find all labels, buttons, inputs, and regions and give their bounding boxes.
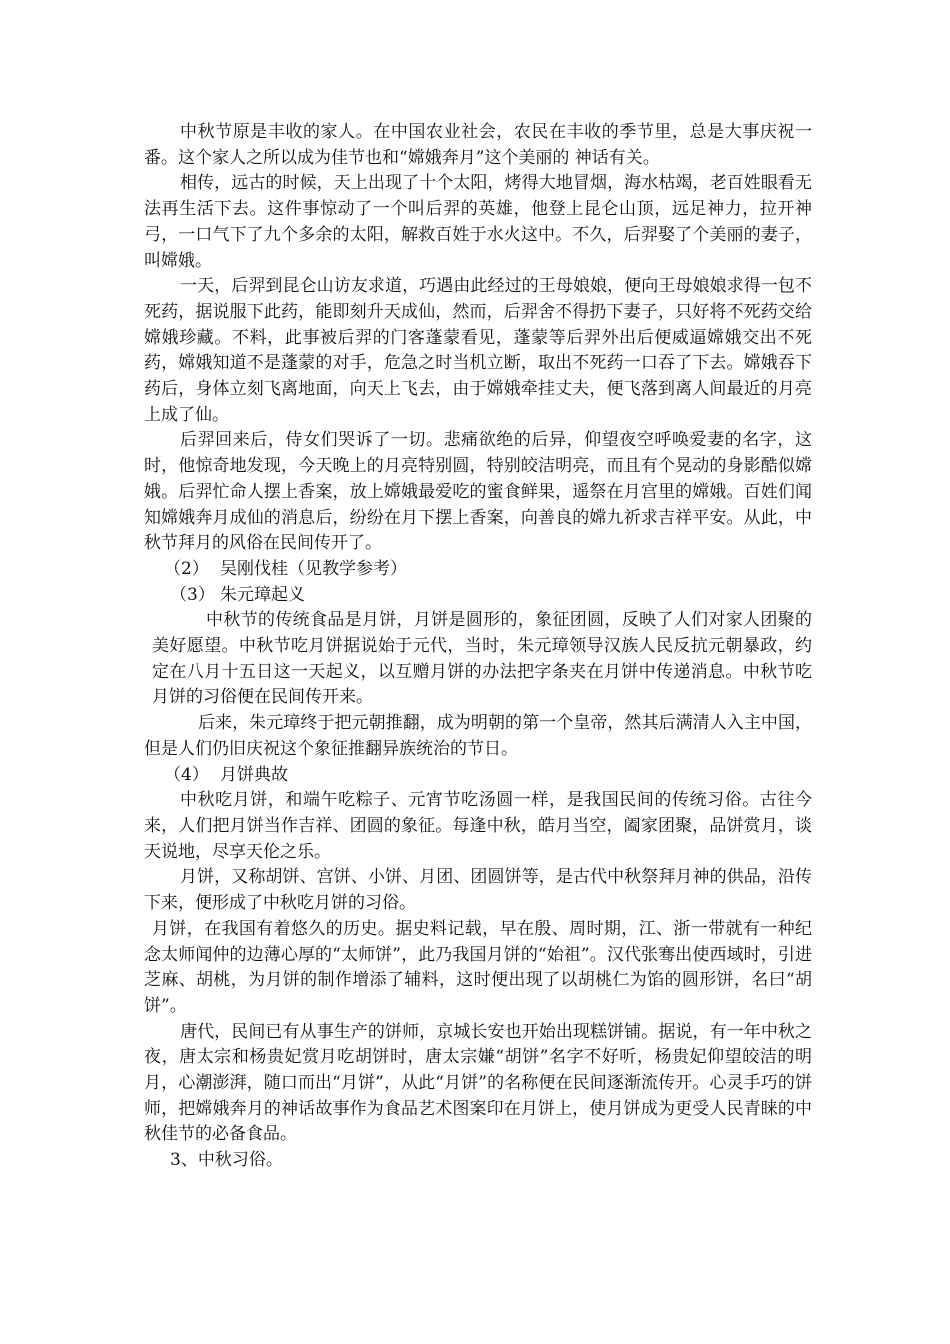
paragraph-mooncake-uprising: 中秋节的传统食品是月饼，月饼是圆形的，象征团圆，反映了人们对家人团聚的美好愿望。中秋节吃月饼据说始于元代，当时，朱元璋领导汉族人民反抗元朝暴政，约定在八月十五日这一天起义，以互赠月饼的办法把字条夹在月饼中传递消息。中秋节吃月饼的习俗便在民间传开来。 — [152, 610, 812, 708]
paragraph-houyi-legend: 相传，远古的时候，天上出现了十个太阳，烤得大地冒烟，海水枯竭，老百姓眼看无法再生活下去。这件事惊动了一个叫后羿的英雄，他登上昆仑山顶，远足神力，拉开神弓，一口气下了九个多余的太阳，解救百姓于水火这中。不久，后羿娶了个美丽的妻子，叫嫦娥。 — [144, 173, 812, 271]
heading-number: （2） — [164, 558, 209, 579]
paragraph-ming-dynasty: 后来，朱元璋终于把元朝推翻，成为明朝的第一个皇帝，然其后满清人入主中国，但是人们仍旧庆祝这个象征推翻异族统治的节日。 — [144, 713, 812, 759]
paragraph-mooncake-history: 月饼，在我国有着悠久的历史。据史料记载，早在殷、周时期，江、浙一带就有一种纪念太师闻仲的边薄心厚的“太师饼”，此乃我国月饼的“始祖”。汉代张骞出使西域时，引进芝麻、胡桃，为月饼的制作增添了辅料，这时便出现了以胡桃仁为馅的圆形饼，名曰“胡饼”。 — [144, 918, 812, 1016]
heading-zhu-yuanzhang — [144, 583, 812, 609]
paragraph-elixir: 一天，后羿到昆仑山访友求道，巧遇由此经过的王母娘娘，便向王母娘娘求得一包不死药，据说服下此药，能即刻升天成仙，然而，后羿舍不得扔下妻子，只好将不死药交给嫦娥珍藏。不料，此事被后羿的门客蓬蒙看见，蓬蒙等后羿外出后便威逼嫦娥交出不死药，嫦娥知道不是蓬蒙的对手，危急之时当机立断，取出不死药一口吞了下去。嫦娥吞下药后，身体立刻飞离地面，向天上飞去，由于嫦娥牵挂丈夫，便飞落到离人间最近的月亮上成了仙。 — [144, 276, 812, 425]
heading-title: 朱元璋起义 — [220, 584, 305, 605]
heading-title: 吴刚伐桂（见教学参考） — [220, 558, 407, 579]
paragraph-mooncake-custom: 中秋吃月饼，和端午吃粽子、元宵节吃汤圆一样，是我国民间的传统习俗。古往今来，人们把月饼当作吉祥、团圆的象征。每逢中秋，皓月当空，阖家团聚，品饼赏月，谈天说地，尽享天伦之乐。 — [144, 790, 812, 862]
document-body — [144, 120, 812, 1174]
heading-title: 月饼典故 — [220, 764, 288, 785]
paragraph-tang-dynasty: 唐代，民间已有从事生产的饼师，京城长安也开始出现糕饼铺。据说，有一年中秋之夜，唐太宗和杨贵妃赏月吃胡饼时，唐太宗嫌“胡饼”名字不好听，杨贵妃仰望皎洁的明月，心潮澎湃，随口而出“月饼”，从此“月饼”的名称便在民间逐渐流传开。心灵手巧的饼师，把嫦娥奔月的神话故事作为食品艺术图案印在月饼上，使月饼成为更受人民青睐的中秋佳节的必备食品。 — [144, 1021, 812, 1145]
paragraph-harvest: 中秋节原是丰收的家人。在中国农业社会，农民在丰收的季节里，总是大事庆祝一番。这个家人之所以成为佳节也和“嫦娥奔月”这个美丽的 神话有关。 — [144, 122, 812, 168]
heading-number: （4） — [164, 764, 209, 785]
heading-mooncake-story — [144, 763, 812, 789]
paragraph-moon-worship: 后羿回来后，侍女们哭诉了一切。悲痛欲绝的后异，仰望夜空呼唤爱妻的名字，这时，他惊奇地发现，今天晚上的月亮特别圆，特别皎洁明亮，而且有个晃动的身影酷似嫦娥。后羿忙命人摆上香案，放上嫦娥最爱吃的蜜食鲜果，遥祭在月宫里的嫦娥。百姓们闻知嫦娥奔月成仙的消息后，纷纷在月下摆上香案，向善良的嫦九祈求吉祥平安。从此，中秋节拜月的风俗在民间传开了。 — [144, 430, 812, 554]
paragraph-mooncake-names: 月饼，又称胡饼、宫饼、小饼、月团、团圆饼等，是古代中秋祭拜月神的供品，沿传下来，便形成了中秋吃月饼的习俗。 — [144, 867, 812, 914]
heading-number: （3） — [170, 584, 215, 605]
section-heading-customs: 3、中秋习俗。 — [170, 1150, 283, 1171]
heading-wu-gang — [144, 557, 812, 583]
